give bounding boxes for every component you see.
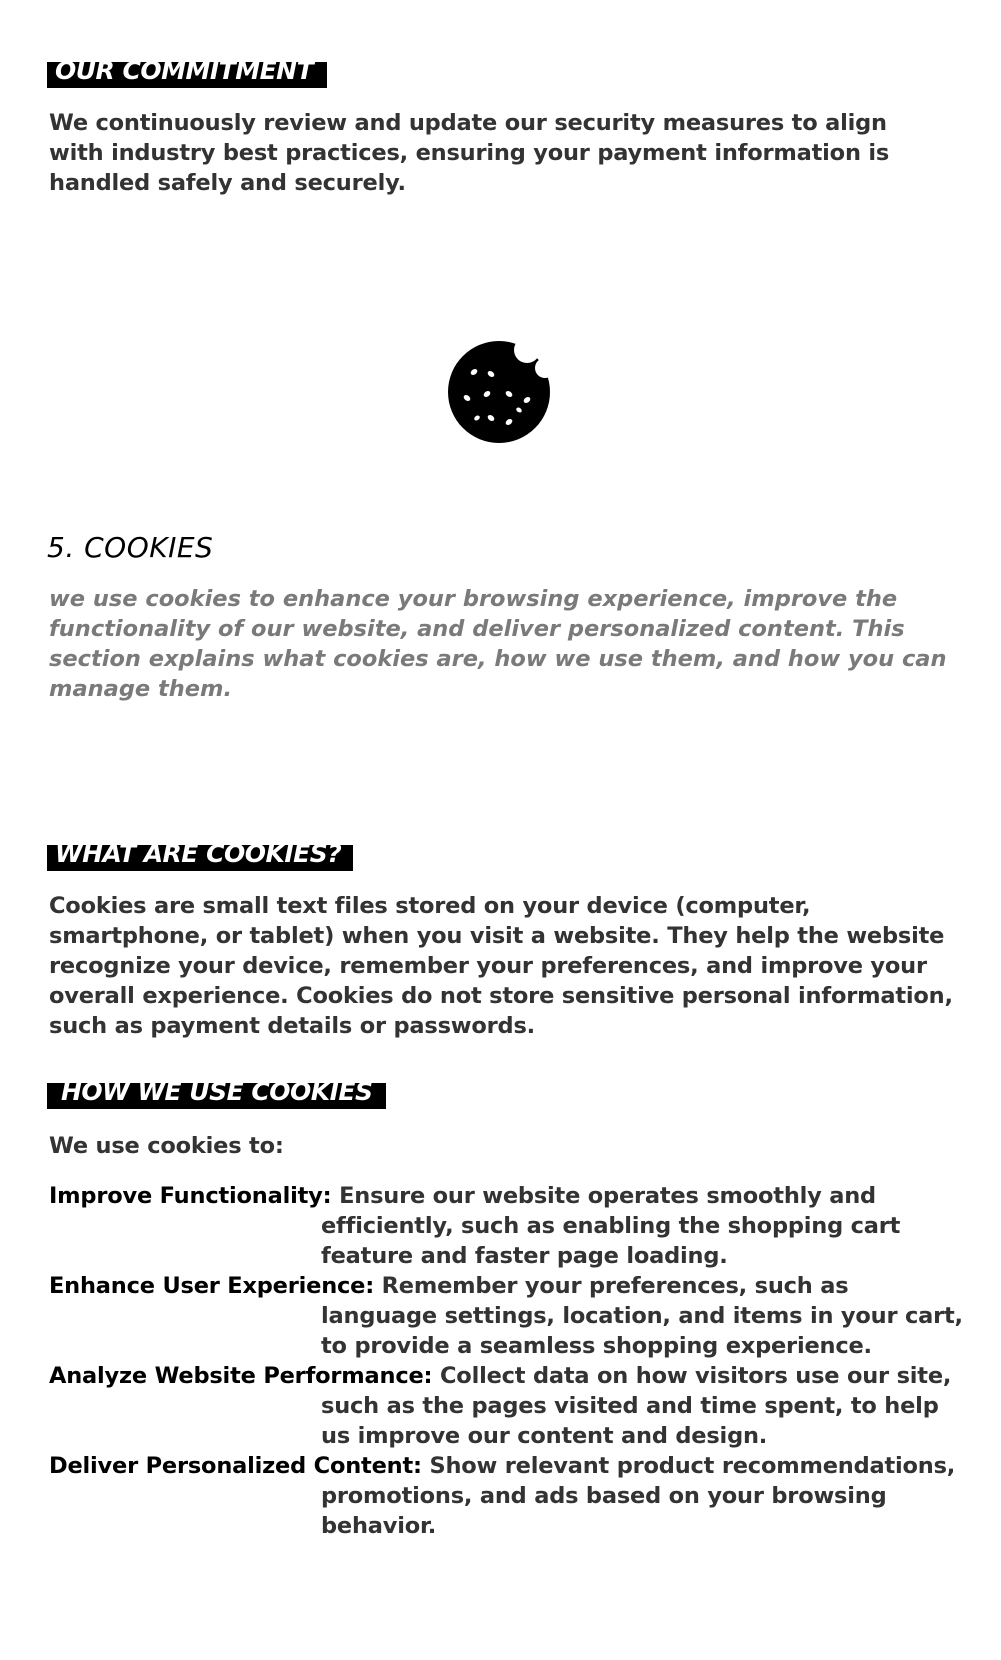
use-term: Analyze Website Performance: (49, 1363, 433, 1389)
cookie-icon (447, 338, 553, 444)
section-heading: 5. COOKIES (47, 531, 214, 564)
use-desc: Ensure our website operates smoothly and efficiently, such as enabling the shopping cart feature and faster page loading. (321, 1183, 901, 1269)
commitment-label-text: OUR COMMITMENT (55, 62, 314, 85)
list-item (49, 1271, 969, 1361)
list-item (49, 1361, 969, 1451)
use-term: Enhance User Experience: (49, 1273, 375, 1299)
how-we-use-lead: We use cookies to: (49, 1133, 284, 1159)
cookie-uses-list (49, 1181, 969, 1541)
list-item (49, 1181, 969, 1271)
use-term: Deliver Personalized Content: (49, 1453, 422, 1479)
commitment-text: We continuously review and update our security measures to align with industry best practices, ensuring your payment information is handled safely and securely. (49, 110, 890, 196)
how-we-use-cookies-label-text: HOW WE USE COOKIES (61, 1083, 373, 1106)
use-desc: Show relevant product recommendations, promotions, and ads based on your browsing behavior. (321, 1453, 956, 1539)
use-term: Improve Functionality: (49, 1183, 332, 1209)
list-item (49, 1451, 969, 1541)
use-desc: Collect data on how visitors use our site, such as the pages visited and time spent, to help us improve our content and design. (321, 1363, 952, 1449)
what-are-cookies-label-text: WHAT ARE COOKIES? (55, 845, 342, 868)
what-are-cookies-text: Cookies are small text files stored on your device (computer, smartphone, or tablet) when you visit a website. They help the website recognize your device, remember your preferences, and improve your overall experience. Cookies do not store sensitive personal information, such as payment details or passwords. (49, 893, 953, 1039)
section-intro: we use cookies to enhance your browsing experience, improve the functionality of our website, and deliver personalized content. This section explains what cookies are, how we use them, and how you can manage them. (49, 586, 947, 702)
commitment-label (47, 62, 327, 88)
what-are-cookies-label (47, 845, 353, 871)
use-desc: Remember your preferences, such as language settings, location, and items in your cart, to provide a seamless shopping experience. (321, 1273, 963, 1359)
how-we-use-cookies-label (47, 1083, 386, 1109)
